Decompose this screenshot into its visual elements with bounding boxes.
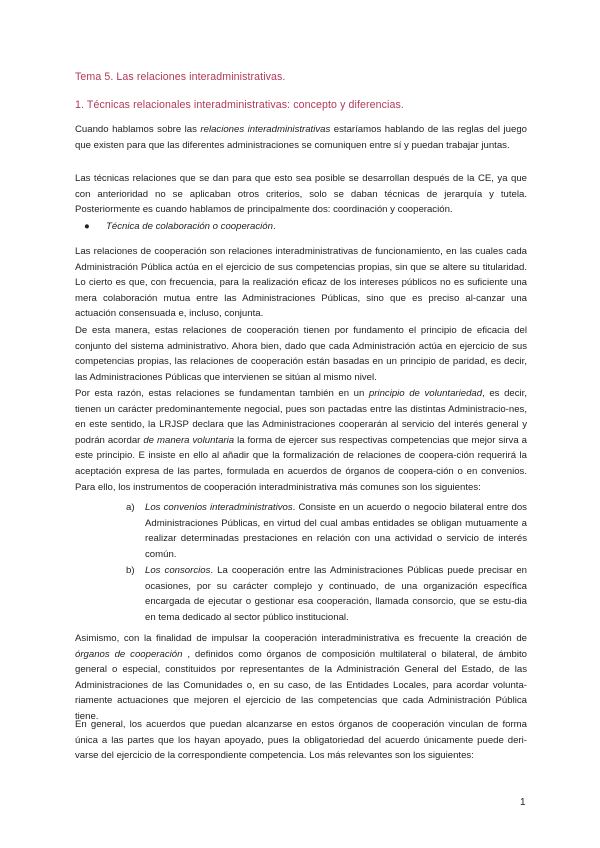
paragraph-intro: Cuando hablamos sobre las relaciones interadministrativas estaríamos hablando de las reglas del juego que existen para que las diferentes administraciones se comuniquen entre sí y puedan trabajar juntas. <box>75 124 527 151</box>
paragraph-techniques: Las técnicas relaciones que se dan para que esto sea posible se desarrollan después de la CE, ya que con anterioridad no se aplicaban otros criterios, solo se daban técnicas de jerarquía y tutela. Posteriormente es cuando hablamos de principalmente dos: coordinación y cooperación. <box>75 173 527 216</box>
paragraph-voluntariness: Por esta razón, estas relaciones se fundamentan también en un principio de voluntariedad, es decir, tienen un carácter predominantemente negocial, pues son pactadas entre las distintas Administracio-nes, en este sentido, la LRJSP declara que las Administraciones cooperarán al servicio del interés general y podrán acordar de manera voluntaria la forma de ejercer sus respectivas competencias que mejor sirva a este principio. E insiste en ello al añadir que la formalización de relaciones de coopera-ción requerirá la aceptación expresa de las partes, formulada en acuerdos de órganos de coopera-ción o en convenios. Para ello, los instrumentos de cooperación interadministrativa más comunes son los siguientes: <box>75 388 528 493</box>
paragraph-efficacy-principle: De esta manera, estas relaciones de cooperación tienen por fundamento el principio de eficacia del conjunto del sistema administrativo. Ahora bien, dado que cada Administración actúa en ejercicio de sus competencias propias, las relaciones de cooperación están basadas en un principio de paridad, es decir, las Administraciones Públicas que intervienen se sitúan al mismo nivel. <box>75 325 527 383</box>
bullet-icon: ● <box>84 221 90 232</box>
paragraph-agreements: En general, los acuerdos que puedan alcanzarse en estos órganos de cooperación vinculan de forma única a las partes que los hayan apoyado, pues la obligatoriedad del acuerdo únicamente puede deri-varse del ejercicio de la correspondiente competencia. Los más relevantes son los siguientes: <box>75 719 527 762</box>
paragraph-cooperation-bodies: Asimismo, con la finalidad de impulsar la cooperación interadministrativa es frecuente la creación de órganos de cooperación , definidos como órganos de composición multilateral o bilateral, de ámbito general o especial, constituidos por representantes de la Administración General del Estado, de las Administraciones de las Comunidades o, en su caso, de las Entidades Locales, para acordar volunta-riamente actuaciones que mejoren el ejercicio de las competencias que cada Administración Pública tiene. <box>75 633 527 722</box>
paragraph-cooperation-relations: Las relaciones de cooperación son relaciones interadministrativas de funcionamiento, en las cuales cada Administración Pública actúa en el ejercicio de sus competencias propias, sin que se altere su titularidad. Lo cierto es que, con frecuencia, para la realización eficaz de los intereses públicos no es suficiente una mera colaboración mutua entre las Administraciones Públicas, sino que es preciso al-canzar una actuación consensuada e, incluso, conjunta. <box>75 246 527 320</box>
section-heading: 1. Técnicas relacionales interadministrativas: concepto y diferencias. <box>75 99 404 111</box>
list-item-convenios: a) Los convenios interadministrativos. Consiste en un acuerdo o negocio bilateral entre dos Administraciones Públicas, en virtud del cual ambas entidades se obligan mutuamente a realizar determinadas prestaciones en relación con una actividad o servicio de interés común. <box>126 502 527 560</box>
page-number: 1 <box>520 797 526 808</box>
bullet-item-cooperation: ● Técnica de colaboración o cooperación. <box>84 221 276 232</box>
list-marker: b) <box>126 565 135 576</box>
list-item-consorcios: b) Los consorcios. La cooperación entre las Administraciones Públicas puede precisar en ocasiones, por su carácter complejo y continuado, de una organización específica encargada de ejecutar o gestionar esa cooperación, llamada consorcio, que se estu-dia en tema dedicado al sector público institucional. <box>126 565 527 623</box>
topic-heading: Tema 5. Las relaciones interadministrativas. <box>75 71 286 83</box>
list-marker: a) <box>126 502 135 513</box>
